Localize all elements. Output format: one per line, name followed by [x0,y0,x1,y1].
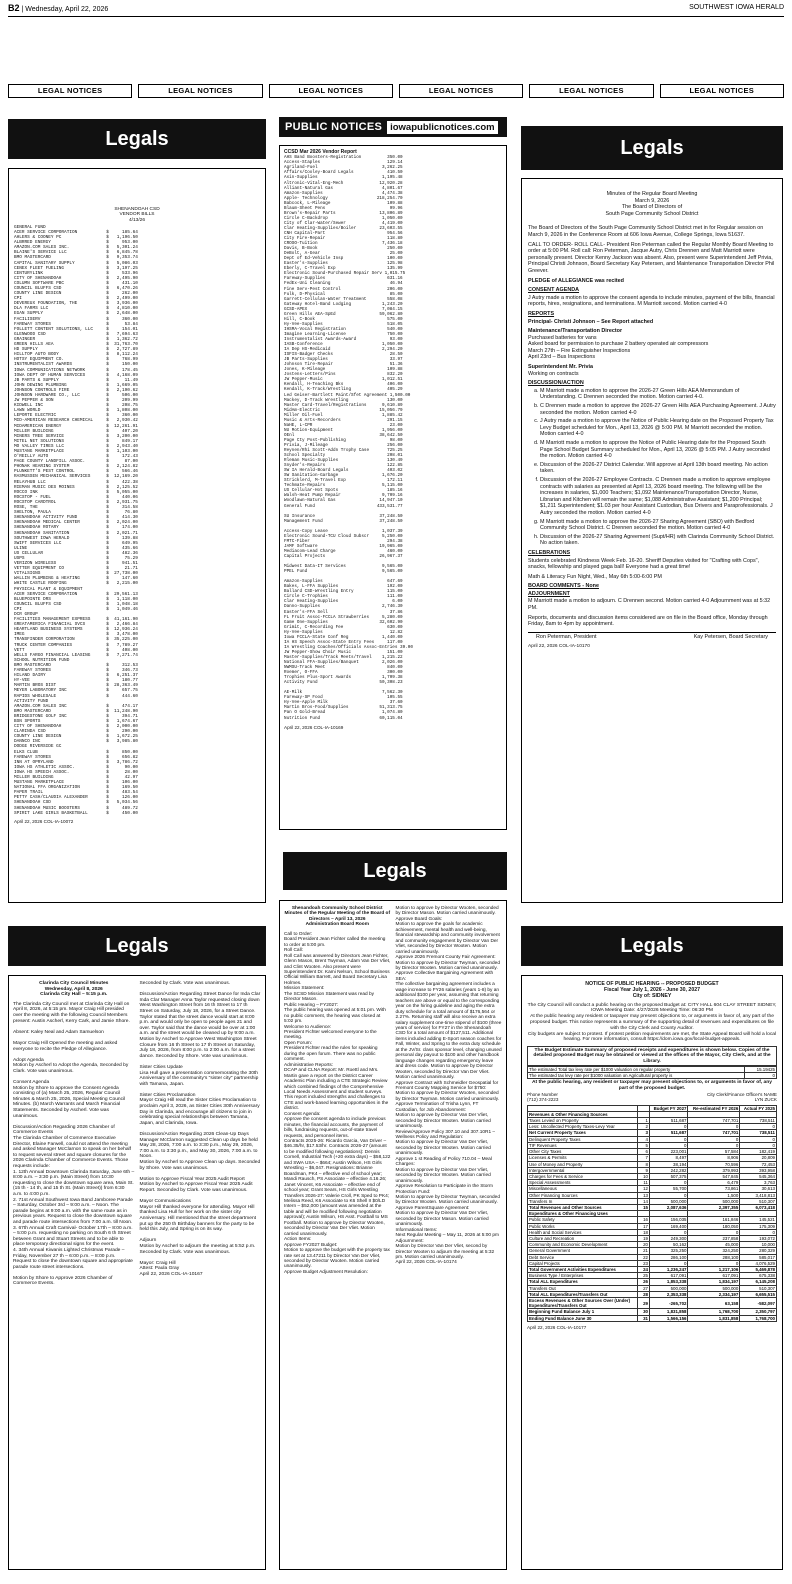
legals-header-middle: Legals [283,852,507,890]
clarinda-minutes [8,975,266,1570]
table-cell: 747,701 [688,1130,740,1136]
table-cell: 73,861 [688,1186,740,1192]
table-cell: 6,145,208 [740,1279,777,1285]
legals-header-lower-right: Legals [521,926,783,966]
spcs-intro: The Board of Directors of the South Page Community School District met in for Regular session on March 9, 2026 in the Conference Room at 606 Iowa Avenue, College Springs, Iowa 51637. [528,225,764,238]
shen-col-1 [284,906,391,1564]
table-cell: 57,584 [688,1149,740,1155]
table-cell: 249,300 [649,1235,687,1241]
table-cell: Business Type / Enterprises [528,1273,638,1279]
shenandoah-minutes [279,900,507,1570]
sidney-phone-values [527,1097,777,1102]
spcs-supt: Working on contracts [528,370,579,377]
table-cell: Other City Taxes [528,1149,638,1155]
spcs-item: e. Discussion of the 2026-27 District Calendar. Will approve at April 13th board meeting. No action taken. [540,462,776,475]
table-cell: 13 [637,1192,649,1198]
spcs-footer: April 22, 2026 COL-IA-10170 [528,644,590,650]
table-cell: 0 [649,1180,687,1186]
table-cell: 19 [637,1235,649,1241]
table-cell: 161,846 [688,1217,740,1223]
spcs-reports2: Reports, documents and discussion items considered are on file in the Board office, Monday through Friday, 8am to 4pm by appointment. [528,614,768,628]
table-cell: 38,194 [649,1161,687,1167]
table-cell: 22 [637,1254,649,1260]
table-cell: 223,001 [649,1149,687,1155]
table-cell: 1,831,858 [649,1309,687,1315]
publication-name: SOUTHWEST IOWA HERALD [689,4,784,11]
table-cell: General Government [528,1248,638,1254]
shen-body-1: Call to Order: Board President Jean Fichter called the meeting to order at 5:00 pm. Roll Call: Roll Call was answered by Directors Jean Fichter, Glenn Mason, Brent Twyman, Adam Van Der Vliet, and Clint Wooten. Also present were Superintendent Dr. Kami Nelson, School Business Official William Barrett, and Board Secretary Lisa Holmes. Mission Statement: The SCSD Mission Statement was read by Director Mason. Public Hearing – FY2027: The public hearing was opened at 5:01 pm. With no public comment, the hearing was closed at 5:02 pm. Welcome to Audience: President Fichter welcomed everyone to the meeting. Open Forum: President Fichter read the rules for speaking during the open forum. There was no public comment. Administrative Reports: DCAP and CLNA Report: Mr. Roettl and Mrs. Martin gave a report on the District Career Academic Plan including a CTE Strategic Review which combined findings of the Comprehensive Local Needs Assessment and student surveys. This report included strengths and challenges to CTE and work-based learning opportunities in the district. Consent Agenda: Approve the consent agenda to include previous minutes, the financial accounts, the payment of bills, fundraising requests, out-of-state travel requests, and personnel items. Contracts 2025-26: Ricardo Garcia, Van Driver – $46.35/hr, $17.53/hr. Contracts 2026-27 (amount to be modified following negotiations): Dennis Cornell, Industrial Tech (+20 extra days) – $58,122 and SWA USA – $664; Austin Wilson, HS Girls Wrestling – $6,047. Resignations: Brianne Boardman, PK4 – effective end of school year; Mandi Rausch, PS Associate – effective 4.16.26; Janet Vincent, K6 Associate – effective end of school year; Grant Sears, HS Girls Wrestling Transfers 2026-27: Valerie Croll, PK Sped to PK4; Melissa Reed, K6 Associate to K6 Shell II $0/LD Intern – $52,000 (amount was amended at the table and will be modified following negotiation approval); Austin Wilson, HS Asst. Football to MS Football. Motion to approve by Director Wooten, seconded by Director Van Der Vliet. Motion carried unanimously. Action Items: Approve FY2027 Budget: Motion to approve the budget with the property tax rate set at 13.47211 by Director Van Der Vliet, seconded by Director Wooten. Motion carried unanimously. Approve Budget Adjustment Resolution: [284,931,391,1275]
table-cell: 0 [649,1260,687,1266]
table-cell: 9 [637,1167,649,1173]
table-cell: 747,701 [688,1118,740,1124]
rate-label: The estimated tax levy rate per $1000 valuation on Agricultural property is [528,1073,745,1079]
table-cell: 20 [637,1242,649,1248]
clarinda-title: Clarinda City Council Minutes Wednesday, April 8, 2026 Clarinda City Hall – 5:15 p.m. [39,981,109,998]
shen-col-2: Motion to approve by Director Wooten, seconded by Director Mason. Motion carried unanimously. Approve Board Goals: Motion to approve the goals for academic achievement, mental health and well-being, financial stewardship and community involvement and community engagement by Director Van Der Vliet, seconded by Director Wooten. Motion carried unanimously. Approve 2026 Fremont County Fair Agreement: Motion to approve by Director Twyman, seconded by Director Wooten. Motion carried unanimously. Approve Collective Bargaining Agreement with SEA: The collective bargaining agreement includes a wage increase to FY26 salaries (years 1-8) by an additional $100 per year, assuming that returning teachers are above or equal to the corresponding year on the hiring guideline and aging the extra duty schedule for a total amount of $176,564 or 2.27%. Returning staff will also receive an extra salary supplement one-time stipend of $100 (three years of service) for FY27 in the Shenandoah CSD for a total amount of $127,511. Additional items included adding E-Sport season coaches for Fall, Winter, and Spring to the extra duty schedule at the JV/Sr. class sponsor level, changing unused personal day payout to $100 and other handbook language changes regarding emergency leave and dress code. Motion to approve by Director Wooten, seconded by Director Van Der Vliet. Motion carried unanimously. Approve Contract with Schmeidler Geospatial for Fremont County Mapping Service for $750: Motion to approve by Director Wooten, seconded by Director Twyman. Motion carried unanimously. Approve Termination of Trisha Lynn, FT Custodian, for Job Abandonment: Motion to approve by Director Van Der Vliet, seconded by Director Wooten. Motion carried unanimously. Review/Approve Policy 307.10 and 307.10R1 – Wellness Policy and Regulation: Motion to approve by Director Van Der Vliet, seconded by Director Wooten. Motion carried unanimously. Approve 1 st Reading of Policy 710.04 – Meal Charges: Motion to approve by Director Van Der Vliet, seconded by Director Wooten. Motion carried unanimously. Approve Resolution to Participate in the Storm Protection Fund: Motion to approve by Director Twyman, seconded by Director Wooten. Motion carried unanimously. Approve ParentSquare Agreement: Motion to approve by Director Van Der Vliet, seconded by Director Mason. Motion carried unanimously. Informational Items: Next Regular Meeting – May 11, 2026 at 5:00 pm Adjournment: Motion by Director Van Der Vliet, second by Director Wooten to adjourn the meeting at 5:32 pm. Motion carried unanimously. April 22, 2026 COL-IA-10174 [395,906,502,1266]
spcs-consent-heading: CONSENT AGENDA [528,287,580,294]
table-cell: 500,000 [649,1198,687,1204]
spcs-item: f. Discussion of the 2026-27 Employee Contracts. C Drennen made a motion to approve employee contracts with salaries as presented at April 13, 2026 board meeting. The following will be the increases in salaries, $1,000 Teachers; $1,092 Maintenance/Transportation Director, Nurse, Librarian and Kitchen will remain the same; $1,088 Administrative Assistant; $1,200 Principal; $1,211 Superintendent; $1.03 per hour Assistant Custodian, Bus Drivers and Paraprofessionals. J Autry seconded the motion. Motion carried 4-0 [540,477,776,517]
table-cell: 2,334,197 [688,1291,740,1297]
sidney-footer: April 22, 2026 COL-IA-10177 [527,1324,587,1330]
spcs-item: d. M Marriott made a motion to approve the Notice of Public Hearing date for the Proposed South Page School Budget Summary scheduled for Mon., April 13, 2026 @ 5:05 PM. J Autry seconded the motion. Motion carried 4-0 [540,440,776,460]
table-cell: Special Assessments [528,1180,638,1186]
table-cell: Debt Service [528,1254,638,1260]
table-cell: TIF Revenues [528,1142,638,1148]
table-cell: 511,687 [649,1130,687,1136]
table-cell: 30,613 [740,1186,777,1192]
vendor-bills-notice [8,168,266,903]
table-cell: 50,162 [649,1242,687,1248]
table-cell: Charges for Fees & Service [528,1173,638,1179]
table-cell: 10,000 [740,1242,777,1248]
spcs-item: b. C Drennen made a motion to approve the 2026-27 Green Hills AEA Purchasing Agreement. J Autry seconded the motion. Motion carried 4-0 [540,403,776,416]
table-cell: Health and Social Services [528,1229,638,1235]
table-cell: 72,453 [740,1161,777,1167]
legals-header-right: Legals [521,126,783,170]
table-cell: Less: Uncollected Property Taxes-Levy Year [528,1124,638,1130]
table-cell: 175,309 [740,1223,777,1229]
table-cell: Excess Revenues & Other Sources Over (Under) Expenditures/Transfers Out [528,1297,638,1308]
spcs-maint-heading: Maintenance/Transportation Director [528,328,623,335]
table-cell: 738,511 [740,1118,777,1124]
spcs-item: g. M Marriott made a motion to approve the 2026-27 Sharing Agreement (SBO) with Bedford Community School District. C Drennen seconded the motion. Motion carried 4-0 [540,519,776,532]
table-cell: 0 [740,1229,777,1235]
sidney-title: NOTICE OF PUBLIC HEARING -- PROPOSED BUDGET Fiscal Year July 1, 2026 - June 30, 2027 City of: SIDNEY [585,981,719,1000]
table-cell: 0 [688,1142,740,1148]
rate-value: 15.19425 [745,1067,777,1073]
table-row [528,1297,777,1308]
spcs-maint: Purchased batteries for vans Asked board for permission to purchase 2 battery operated air compressors March 27th – Fire Extinguisher Inspections April 23rd – Bus Inspections [528,334,709,361]
table-cell: 286,100 [649,1254,687,1260]
table-cell: 63,158 [688,1297,740,1308]
table-cell: 1,834,197 [688,1279,740,1285]
spcs-celeb2: Math & Literacy Fun Night, Wed., May 6th 5:00-6:00 PM [528,573,662,580]
table-cell: 6,073,418 [740,1204,777,1210]
table-cell: 675,338 [740,1273,777,1279]
sidney-intro: The City Council will conduct a public hearing on the proposed Budget at: CITY HALL 604 CLAY STREET SIDNEY, IOWA Meeting Date: 4/27/2026 Meeting Time: 06:30 PM At the public hearing any resident or taxpayer may present objections to, or arguments in favor of, any part of the proposed budget. This notice represents a summary of the supporting detail of revenues and expenditures on file with the City Clerk and County Auditor. City budgets are subject to protest. If protest petition requirements are met, the State Appeal Board will hold a local hearing. For more information, consult https://dom.iowa.gov/local-budget-appeals. [527,1002,777,1043]
table-cell: 15 [637,1204,649,1210]
table-cell: 8,497 [649,1155,687,1161]
table-cell: 500,000 [688,1198,740,1204]
table-cell: -265,702 [649,1297,687,1308]
spcs-item: a. M Marriott made a motion to approve the 2026-27 Green Hills AEA Memorandum of Understanding. C Drennen seconded the motion. Motion carried 4-0. [540,388,776,401]
table-cell: 28 [637,1291,649,1297]
table-cell: 21 [637,1248,649,1254]
table-cell: 1,831,858 [688,1315,740,1321]
south-page-minutes [521,178,783,903]
table-cell: -582,097 [740,1297,777,1308]
table-cell: Total ALL Expenditures/Transfers Out [528,1291,638,1297]
table-cell: 500,000 [688,1285,740,1291]
ccsd-vendor-report [279,145,507,830]
table-cell: Capital Projects [528,1260,638,1266]
table-cell: Use of Money and Property [528,1161,638,1167]
table-cell: 156,035 [649,1217,687,1223]
spcs-sig-president: Ron Peterman, President [536,633,597,640]
sidney-budget-notice [521,975,783,1570]
col-header: Budget FY 2027 [649,1105,687,1111]
col-header: Actual FY 2025 [740,1105,777,1111]
clarinda-col-1 [13,981,135,1564]
table-cell: 510,307 [740,1198,777,1204]
table-cell: 4 [637,1136,649,1142]
spcs-pledge: PLEDGE of ALLEGIANCE was recited [528,277,624,284]
table-cell: 0 [649,1136,687,1142]
table-cell: 0 [688,1136,740,1142]
table-cell: 17 [637,1223,649,1229]
table-cell: 507,375 [649,1173,687,1179]
legal-tab: LEGAL NOTICES [8,84,132,98]
table-cell: 2,353,338 [649,1291,687,1297]
masthead-rule [8,16,784,17]
table-cell: Licenses & Permits [528,1155,638,1161]
table-cell: 1,768,700 [688,1309,740,1315]
spcs-reports-heading: REPORTS [528,310,555,317]
table-cell: 20,809 [740,1155,777,1161]
sidney-budget-table [527,1105,777,1322]
table-cell: 0 [649,1192,687,1198]
table-cell: 1,853,338 [649,1279,687,1285]
ccsd-title: CCSD Mar 2026 Vendor Report [284,149,357,155]
table-cell: 4,076,529 [740,1260,777,1266]
table-cell: 0 [649,1124,687,1130]
table-cell: Revenues & Other Financing Sources [528,1111,638,1117]
table-cell: 193,072 [740,1235,777,1241]
table-cell: 1,236,247 [649,1266,687,1272]
table-cell: 7 [637,1155,649,1161]
table-cell: 545,364 [740,1173,777,1179]
table-cell: Culture and Recreation [528,1235,638,1241]
spcs-celeb: Students celebrated Kindness Week Feb. 16-20. Sheriff Deputies visited for "Crafting with Cops", snacks, fellowship and played gaga ball! Everyone had a great time! [528,557,760,571]
legal-tab: LEGAL NOTICES [399,84,523,98]
table-cell: 169,400 [649,1223,687,1229]
table-cell: 29 [637,1297,649,1308]
table-cell: 585,017 [740,1254,777,1260]
table-cell: 288,100 [688,1254,740,1260]
table-cell: 2 [637,1124,649,1130]
bills-title: SHENANDOAH CSD VENDOR BILLS 4/13/26 [114,207,160,223]
col-header: Re-estimated FY 2026 [688,1105,740,1111]
table-cell: Other Financing Sources [528,1192,638,1198]
table-cell: 14 [637,1198,649,1204]
table-cell: 24 [637,1266,649,1272]
table-cell: 242,282 [649,1167,687,1173]
table-cell: 31 [637,1315,649,1321]
table-cell: 280,329 [740,1248,777,1254]
table-cell: 0 [740,1124,777,1130]
spcs-adj: M Marriott made a motion to adjourn. C Drennen second. Motion carried 4-0 Adjournment was at 5:32 PM. [528,598,771,612]
spcs-title: Minutes of the Regular Board Meeting March 9, 2026 The Board of Directors of South Page Community School District [605,191,699,217]
table-cell: 617,091 [688,1273,740,1279]
spcs-supt-heading: Superintendent Mr. Privia [528,364,594,371]
legal-notice-tabs [8,84,784,98]
table-cell: 55,700 [649,1186,687,1192]
spcs-consent: J Autry made a motion to approve the consent agenda to include minutes, payment of the bills, financial reports, hires, resignations, and terminations. M Marriott second. Motion carried 4-0 [528,294,775,308]
table-cell: 6,655,515 [740,1291,777,1297]
legals-header-lower-left: Legals [8,926,266,966]
table-cell: 325,250 [649,1248,687,1254]
bills-fund: GENERAL FUND [14,224,46,230]
table-cell: 1,566,156 [649,1315,687,1321]
spcs-celeb-heading: CELEBRATIONS [528,549,571,556]
spcs-board-comments: BOARD COMMENTS - None [528,583,599,590]
table-cell: 6,479 [688,1180,740,1186]
table-cell: 324,250 [688,1248,740,1254]
table-cell: 11 [637,1180,649,1186]
table-cell: 379,993 [688,1167,740,1173]
sidney-note: At the public hearing, any resident or taxpayer may present objections to, or arguments in favor of, any part of the proposed budget. [532,1080,772,1091]
rate-value: 0 [745,1073,777,1079]
table-cell: 16 [637,1217,649,1223]
bills-lines: ACER SERVICE CORPORATION $ 185.64 AHLERS & COONEY PC $ 1,196.50 ALBRRED ENERGY $ 953.00 AMAZON.COM SALES INC. $ 5,301.24 BLAINE'S SERVICE LLC $ 6,845.78 BMO MASTERCARD $ 9,353.74 CAPITAL SANITARY SUPPLY $ 5,086.03 CENEX FLEET FUELING $ 3,197.25 CENTURYLINK $ 533.96 CITY OF SHENANDOAH $ 2,495.90 COLUMN SOFTWARE PBC $ 431.10 COUNCIL BLUFFS CSD $ 6,470.26 COUNTY LINE DESIGN $ 262.00 CPI $ 2,499.00 DEVEREUX FOUNDATION, THE $ 3,936.00 DLA FARMS LLC $ 4,810.00 EGAN SUPPLY $ 2,648.00 FACILISERV $ 360.00 FAREWAY STORES $ 53.84 FOLLETT CONTENT SOLUTIONS, LLC $ 154.01 GLENWOOD CSD $ 7,694.63 GRAINGER $ 1,362.72 GREEN HILLS AEA $ 31,763.70 HD SUPPLY $ 2,727.89 HILLTOP AUTO BODY $ 8,112.24 HOTSY EQUIPMENT CO. $ 768.99 INSTRUMENTALIST AWARDS $ 150.00 IOWA COMMUNICATIONS NETWORK $ 178.45 IOWA DEPT OF HUMAN SERVICES $ 4,168.09 JB PARTS & SUPPLY $ 11.49 JOHN DEWING PLUMBING $ 1,669.05 JOHNSON CONTROLS FIRE $ 2,190.62 JOHNSON HARDWARE CO., LLC $ 506.00 JW PEPPER & SON $ 209.99 KIDWELL INC $ 208.75 LAWN WORLD $ 1,808.00 LEPORTE ELECTRIC $ 360.00 MID-AMERICAN RESEARCH CHEMICAL $ 2,930.42 MIDAMERICAN ENERGY $ 12,261.91 MILLER BUILDING $ 407.20 MINERS TREE SERVICE $ 3,200.00 MITEL NET SOLUTIONS $ 849.17 MO VALLEY TIRES LLC $ 2,943.40 MUSTANG MARKETPLACE $ 1,103.00 O'REILLY AUTO $ 172.43 PAGE COUNTY LANDFILL ASSOC. $ 87.00 PHONAK HEARING SYSTEM $ 2,124.82 PLUNKETT'S PEST CONTROL $ 566.46 RASMUSSEN MECHANICAL SERVICES $ 12,169.20 RELAYHUB LLC $ 422.38 RIEMAN MUSIC DES MOINES $ 2,125.52 ROCCO INK $ 5,055.00 ROCSTOP - FUEL $ 440.06 ROCSTOP CARDTROL $ 2,931.75 ROSE, THE $ 314.58 SHELTON, PAULA $ 76.80 SHENANDOAH ACTIVITY FUND $ 414.30 SHENANDOAH MEDICAL CENTER $ 2,024.00 SHENANDOAH ROTARY $ 174.00 SHENANDOAH SANITATION $ 2,021.71 SOUTHWEST IOWA HERALD $ 139.88 SWIFT SERVICES LLC $ 649.95 ULINE $ 435.66 US CELLULAR $ 482.36 USPS $ 75.29 VERIZON WIRELESS $ 941.51 VETTER EQUIPMENT CO $ 21.71 VITALSIGNS $ 27,738.00 WALLIN PLUMBING & HEATING $ 147.60 WHITE CASTLE ROOFING $ 2,215.00 PHYSICAL PLANT & EQUIPMENT ACER SERVICE CORPORATION $ 29,561.13 BLUEPOINTE DRS $ 1,118.00 COUNCIL BLUFFS CSD $ 1,048.18 CPI $ 1,049.46 DCR GROUP FACILITIES MANAGEMENT EXPRESS $ 41,161.90 GREATAMERICA FINANCIAL SVCS $ 2,466.84 HEARTLAND BUSINESS SYSTEMS $ 12,936.24 IMEG $ 3,478.00 TRANSFINDER CORPORATION $ 35,225.00 TRUCK CENTER COMPANIES $ 7,789.27 VETT $ 408.00 WELLS FARGO FINANCIAL LEASING $ 7,271.74 SCHOOL NUTRITION FUND BMO MASTERCARD $ 312.53 FAREWAY STORES $ 346.73 HILAND DAIRY $ 6,251.37 HY-VEE $ 180.77 MARTIN BROS DIST $ 28,363.49 MEYER LABORATORY INC $ 657.75 RAPIDS WHOLESALE $ 444.60 ACTIVITY FUND AMAZON.COM SALES INC $ 474.17 BMO MASTERCARD $ 11,248.90 BRIDGESTONE GOLF INC $ 394.71 BSN SPORTS $ 1,674.67 CITY OF SHENANDOAH $ 2,000.00 CLARINDA CSD $ 290.00 COUNTY LINE DESIGN $ 1,672.25 DANNCO INC $ 3,985.80 DODGE RIVERSIDE GC ELKS CLUB $ 850.00 FAREWAY STORES $ 656.82 INN AT OPRYLAND $ 3,786.72 IOWA HS ATHLETIC ASSOC. $ 90.00 IOWA HS SPEECH ASSOC. $ 28.00 MILLER BUILDING $ 42.97 MUSTANG MARKETPLACE $ 106.00 NATIONAL FFA ORGANIZATION $ 169.50 PAPER TRAIL $ 483.54 PETTY CASH/CLAUDIA ALEXANDER $ 126.00 SHENANDOAH CSD $ 5,034.56 SHENANDOAH MUSIC BOOSTERS $ 489.72 SPIRIT LAKE GIRLS BASKETBALL $ 450.00 [14,229,138,816]
shen-title: Shenandoah Community School District Minutes of the Regular Meeting of the Board of Directors – April 13, 2026 Administration Board Room [284,906,391,928]
table-cell: Delinquent Property Taxes [528,1136,638,1142]
sidney-rates-table [527,1066,777,1079]
spcs-adj-heading: ADJOURNMENT [528,590,570,597]
table-cell: 10 [637,1173,649,1179]
table-cell: 8,906 [688,1155,740,1161]
table-cell: Beginning Fund Balance July 1 [528,1309,638,1315]
table-row [528,1315,777,1321]
table-cell: Total ALL Expenditures [528,1279,638,1285]
spcs-principal: Principal- Christi Johnson – See Report attached [528,318,654,325]
table-cell: 25 [637,1273,649,1279]
legals-header: Legals [8,119,266,159]
clerk-label: City Clerk/Finance Officer's NAME [707,1092,777,1098]
table-cell: Public Works [528,1223,638,1229]
table-cell: 510,307 [740,1285,777,1291]
table-cell: 1,500 [688,1192,740,1198]
table-cell: Ending Fund Balance June 30 [528,1315,638,1321]
table-cell: 617,091 [649,1273,687,1279]
ccsd-footer: April 22, 2026 COL-IA-10169 [284,724,344,730]
rate-label: The estimated Total tax levy rate per $1000 valuation on regular property [528,1067,745,1073]
table-cell: Transfers In [528,1198,638,1204]
table-cell: 1 [637,1118,649,1124]
table-cell: 0 [649,1229,687,1235]
table-cell: Community and Economic Development [528,1242,638,1248]
table-cell: 1,217,106 [688,1266,740,1272]
table-cell: 2,397,355 [688,1204,740,1210]
spcs-call: CALL TO ORDER- ROLL CALL- President Ron Peterman called the Regular Monthly Board Meeting to order at 5:00 PM. Roll call: Ron Peterman, Jacque Autry, Chris Drennen and Matt Marriott were personally present. Director Kenny Jackson was absent. Also, present were Superintendent Jeff Privia, Principal Christi Johnson, Board Secretary Kay Petersen, and Maintenance Transportation Director Phil Greever. [528,241,775,274]
table-cell: 70,596 [688,1161,740,1167]
bills-footer: April 22, 2026 COL-IA-10072 [14,818,74,824]
table-cell: 3 [637,1130,649,1136]
table-cell: 0 [740,1142,777,1148]
table-cell: 0 [688,1229,740,1235]
spcs-sig-secretary: Kay Petersen, Board Secretary [693,633,768,640]
clarinda-body: The Clarinda City Council met at Clarinda City Hall on April 8, 2026, at 5:15 pm. Mayor Craig Hill presided over the meeting with the following Council Members present: Austin Ascherl, Kerry Cark, and Jamie Shore. Absent: Kaley Neal and Adam Samuelson Mayor Craig Hill Opened the meeting and asked everyone to recite the Pledge of Allegiance. Adopt Agenda Motion by Ascherl to Adopt the Agenda, Seconded by Clark. Vote was unanimous. Consent Agenda Motion by Shore to approve the Consent Agenda consisting of (a) March 25, 2026, Regular Council Minutes & March 25, 2026, Special Meeting Council Minutes. (b) March Warrants and March Financial Statements. Seconded by Ascherl. Vote was unanimous. Discussion/Action Regarding 2026 Chamber of Commerce Events The Clarinda Chamber of Commerce Executive Director, Elaine Farwell, could not attend the meeting and asked Manager McClarnon to speak on her behalf to request several street and square closures for the 2026 Clarinda Chamber of Commerce Events. Those requests include: 1. 12th Annual Downtown Clarinda Saturday, June 6th – 8:00 a.m. – 3:30 p.m. (Main Street) from 10:30 requesting to close the downtown square area, Main St. (15 th - 14 th, and 15 th St. (Main Street)) from 6:30 a.m. to 4:00 p.m. 2. 71st Annual Southwest Iowa Band Jamboree Parade – Saturday, October 3rd – 9:00 a.m. – Noon. The parade begins at 9:00 a.m. with the same route as in previous years. Request to close the downtown square and parade route intersections from 7:00 a.m. till Noon. 3. 67th Annual Craft Carnival- October 17th – 8:00 a.m. – 5:00 p.m. requesting no parking on South 6 th Street between Grant and Stuart Streets and to be able to place temporary directional signs for the event. 4. 34th Annual Kiwanis Lighted Christmas Parade – Friday, November 27 th – 6:00 p.m. – 8:00 p.m. Request to close the downtown square and appropriate parade route street intersections. Motion by Shore to Approve 2026 Chamber of Commerce Events. [13,1001,135,1287]
table-cell: 26 [637,1279,649,1285]
table-cell: Miscellaneous [528,1186,638,1192]
table-cell: 1,768,700 [740,1315,777,1321]
legal-tab: LEGAL NOTICES [138,84,262,98]
table-cell: 180,050 [688,1223,740,1229]
table-cell: 6 [637,1149,649,1155]
table-cell: 30 [637,1309,649,1315]
table-cell: 2,087,636 [649,1204,687,1210]
table-cell: 18 [637,1229,649,1235]
legal-tab: LEGAL NOTICES [660,84,784,98]
table-cell: 0 [688,1124,740,1130]
page-folio: B2 | Wednesday, April 22, 2026 [8,3,109,13]
clerk-name: LYN ZUCK [754,1097,777,1103]
legal-tab: LEGAL NOTICES [269,84,393,98]
table-cell: 3,763 [740,1180,777,1186]
legal-tab: LEGAL NOTICES [529,84,653,98]
table-cell: 547,845 [688,1173,740,1179]
table-cell: 182,419 [740,1149,777,1155]
spcs-disc-heading: DISCUSSION/ACTION [528,380,584,387]
table-cell: 0 [688,1260,740,1266]
table-cell: 393,958 [740,1167,777,1173]
table-cell: 5,469,878 [740,1266,777,1272]
spcs-item: h. Discussion of the 2026-27 Sharing Agreement (Supt/HR) with Clarinda Community School District. No action taken. [540,534,776,547]
phone-label: Phone Number [527,1092,558,1098]
table-cell: 511,687 [649,1118,687,1124]
table-cell: 2,350,797 [740,1309,777,1315]
table-cell: 0 [649,1142,687,1148]
ccsd-lines: AHS Band Boosters-Registration 350.00 Access-Staples 129.14 Agriland-Fuel 3,262.25 Affairs/Cooley-Board Legals 410.50 Asin-Supplies 1,195.48 Altronic-Vital-Eng-Mech 12,920.28 Alliant-Natural Gas 4,801.67 Amazon-Supplies 4,474.38 Apple- Technology 218,254.70 Babcock, L-Mileage 109.88 Blaum-Sheet Pens 99.96 Brown's-Repair Parts 13,806.89 Circle C-Backdrop 1,050.00 City of Clar-Water/Sewer 4,419.00 Clar Heating-Supplies/Boiler 23,603.55 CNH Capital-Part 954.56 City Fire-Repair 118.80 CROSO-Tuition 7,436.18 Davis, B-Book 250.00 DeBolt, A-Gear 25.00 Dept of Ed-Vehicle Insp 100.00 Easter's-Supplies 125.98 Eberly, C-Travel Exp 135.99 Electronic Sound-Purchased Repair Serv 1,015.75 Fareway-Supplies 631.16 FedEx-Uni Cleaning 46.94 Fine Serv-Pest Control 206.00 Fulk, D-Physical 85.00 Garrett-Cellulan-Water Treatment 558.08 Gateway Hotel-Band Lodging 1,243.20 GCSD-APEX 7,084.15 Green Hills AEA-SpEd 59,062.80 Hill, C-Book 575.00 Hy-Vee-Supplies 518.05 IHSMA-Vocal Registration 540.00 Imagine Learning-License 750.00 Instrumentalist Awards-Award 93.00 IASB-Conference 1,050.00 IA Dep HS-Medicaid 2,294.20 ISFIS-Badger Checks 28.50 JB Parts-Supplies 33.97 Johnson Tire-Repair 51.36 Jones, K-Mileage 109.88 Jostens-Letters/Pins 832.20 JW Pepper-Music 1,012.51 Kendall, H-Teaching Bks 406.00 Kendall, K-Track/Wrestling 405.29 Led Geiser-Bartlett Paint/Sfet Agreement 1,500.00 Mackey, D-Track Wrestling 130.00 Master Card-Travel/Registrations 9,610.89 MidAm-Electric 15,056.79 Miller Oil-Fuel 1,885.42 Music & Arts-Recorders 291.15 NaHE, L-CPR 23.00 NU Motion-Equipment 1,956.00 OEnl 38,642.50 Page Cty Post-Publishing 98.00 Privia, J-Mileage 256.00 Reynen/Rhi Scott-Addn Trophy Case 725.25 School Specialty 208.01 Rleman Music-Supplies 130.49 Snyder's-Repairs 122.85 SW IA Herald-Board Legals 403.02 SW Sanitation-Garbage 1,676.20 Stricklerd, M-Travel Exp 172.11 Techmate-Repairs 5,115.00 US Cellular-Hot Spots 185.16 Walsh-Heat Pump Repair 9,709.16 Woodlawn-Natural Gas 14,947.10 General Fund 433,531.77 SU Insurance 37,248.50 Management Fund 37,248.50 Access-Copy Lease 1,037.39 Electronic Sound-TCU Cloud Subscr 5,250.00 FMTC-Fiber 294.38 JAMF Software 19,965.00 Mediacom-Lead Charge 460.00 Capital Projects 26,967.37 Midwest Data-IT Services 9,565.00 PPEL Fund 9,565.00 Amazon-Supplies 647.69 Bakes, L-FFA Supplies 192.00 Ballard CSD-Wrestling Entry 115.00 Circle C-Trophies 111.00 Clar Heating-Supplies 6.00 Danno-Supplies 2,746.30 Easter's-FFA Sell 37.86 FL Fruit Assoc-FCCLA Strawberries 5,280.00 Game One-Supplies 32,602.90 Grimit, C-Recording Fee 630.00 Hy-Vee-Supplies 12.82 Iowa FCCLA-State Conf Reg 1,440.00 IA HS Speech Assoc-State Entry Fees 117.00 IA Wrestling Coaches/Officials Assoc-Entries 39.00 JW Pepper-Show Choir Music 151.00 Master-Supplies/Track Meets/Travel 1,215.22 National FFA-Supplies/Banquet 2,026.00 NWMSU-Track Meet 840.00 Roemer, O-FFA 300.00 Trophies Plus-Sport Awards 1,709.38 Activity Fund 50,308.23 AE-Milk 7,562.30 Fareway-SP Food 105.55 Hy-Vee-Apple Milk 37.60 Martin Bros-Food/Supplies 51,313.75 Pan O Gold-Bread 1,074.80 Nutrition Fund 60,115.04 [284,155,413,721]
table-cell: 45,000 [688,1242,740,1248]
table-cell: Transfers Out [528,1285,638,1291]
table-cell: 738,511 [740,1130,777,1136]
table-cell: Expenditures & Other Financing Uses [528,1211,638,1217]
table-cell: 500,000 [649,1285,687,1291]
table-cell: 8 [637,1161,649,1167]
table-cell: 145,521 [740,1217,777,1223]
table-cell: Taxes Levied on Property [528,1118,638,1124]
sidney-summary-box: The Budget Estimate Summary of proposed receipts and expenditures is shown below. Copies of the detailed proposed Budget may be obtained or viewed at the offices of the Mayor, City Clerk, and at the Library. [527,1046,777,1066]
table-cell: 23 [637,1260,649,1266]
table-cell: 27 [637,1285,649,1291]
masthead [0,0,792,14]
spcs-item: c. J Autry made a motion to approve the Notice of Public Hearing date on the Proposed Property Tax Levy Budget scheduled for Mon., April 13, 2026 @ 5:00 PM. M Marriott seconded the motion. Motion carried 4-0 [540,418,776,438]
table-cell: Net Current Property Taxes [528,1130,638,1136]
table-cell: 5 [637,1142,649,1148]
table-cell: 0 [740,1136,777,1142]
table-cell: 237,858 [688,1235,740,1241]
table-cell: Total Government Activities Expenditures [528,1266,638,1272]
table-cell: Intergovernmental [528,1167,638,1173]
clarinda-col-2: Seconded by Clark. Vote was unanimous. Discussion/Action Regarding Street Dance for Inda Clar Inda Clar Manager Anna Taylor requested closing down West Washington Street from 16 th Street to 17 th Street on Saturday, July 18, 2026, for a Street Dance. Taylor stated that the street dance would start at 8:00 p.m. and would only be open to people ages 21 and over. Taylor said that the dance would be over at 1:00 a.m. and the street would be cleaned up by 9:00 a.m. Motion by Ascherl to Approve West Washington Street Closure from 16 th Street to 17 th Street on Saturday, July 18, 2026, from 8:00 p.m. to 2:00 a.m. for a street dance. Seconded by Shore. Vote was unanimous. Sister Cities Update Lisa Hull gave a presentation commemorating the 30th Anniversary of the community's "sister city" partnership with Tamana, Japan. Sister Cities Proclamation Mayor Craig Hill read the Sister Cities Proclamation to proclaim April 3, 2026, as Sister Cities 30th Anniversary Day in Clarinda, and encourage all citizens to join in celebrating special relationships between Tamana, Japan, and Clarinda, Iowa. Discussion/Action Regarding 2026 Clean-Up Days Manager McClarnon suggested Clean up days be held May 28, 2026, 7:00 a.m. to 3:30 p.m., May 29, 2026, 7:00 a.m. to 3:30 p.m., and May 30, 2026, 7:00 a.m. to Noon. Motion by Ascherl to Approve Clean up days. Seconded by Shore. Vote was unanimous. Motion to Approve Fiscal Year 2025 Audit Report Motion by Ascherl to Approve Fiscal Year 2025 Audit Report. Seconded by Clark. Vote was unanimous. Mayor Communications Mayor Hill thanked everyone for attending. Mayor Hill thanked Lisa Hull for her work on the sister city Anniversary. Hill mentioned that the street department put up the 250 th Birthday banners for the party to be held this July, and Spring is on its way. Adjourn Motion by Ascherl to adjourn the meeting at 5:52 p.m. Seconded by Clark. Vote was unanimous. Mayor: Craig Hill Attest: Paula Gray April 22, 2026 COL-IA-10167 [139,981,261,1277]
public-notices-banner [279,117,507,137]
table-cell: Public Safety [528,1217,638,1223]
phone-number: (712) 374-2223 [527,1097,559,1103]
table-cell: Total Revenues and Other Sources [528,1204,638,1210]
public-notices-label: PUBLIC NOTICES [285,121,383,133]
public-notices-url[interactable]: iowapublicnotices.com [387,121,498,134]
table-cell: 3,418,813 [740,1192,777,1198]
table-cell: 12 [637,1186,649,1192]
